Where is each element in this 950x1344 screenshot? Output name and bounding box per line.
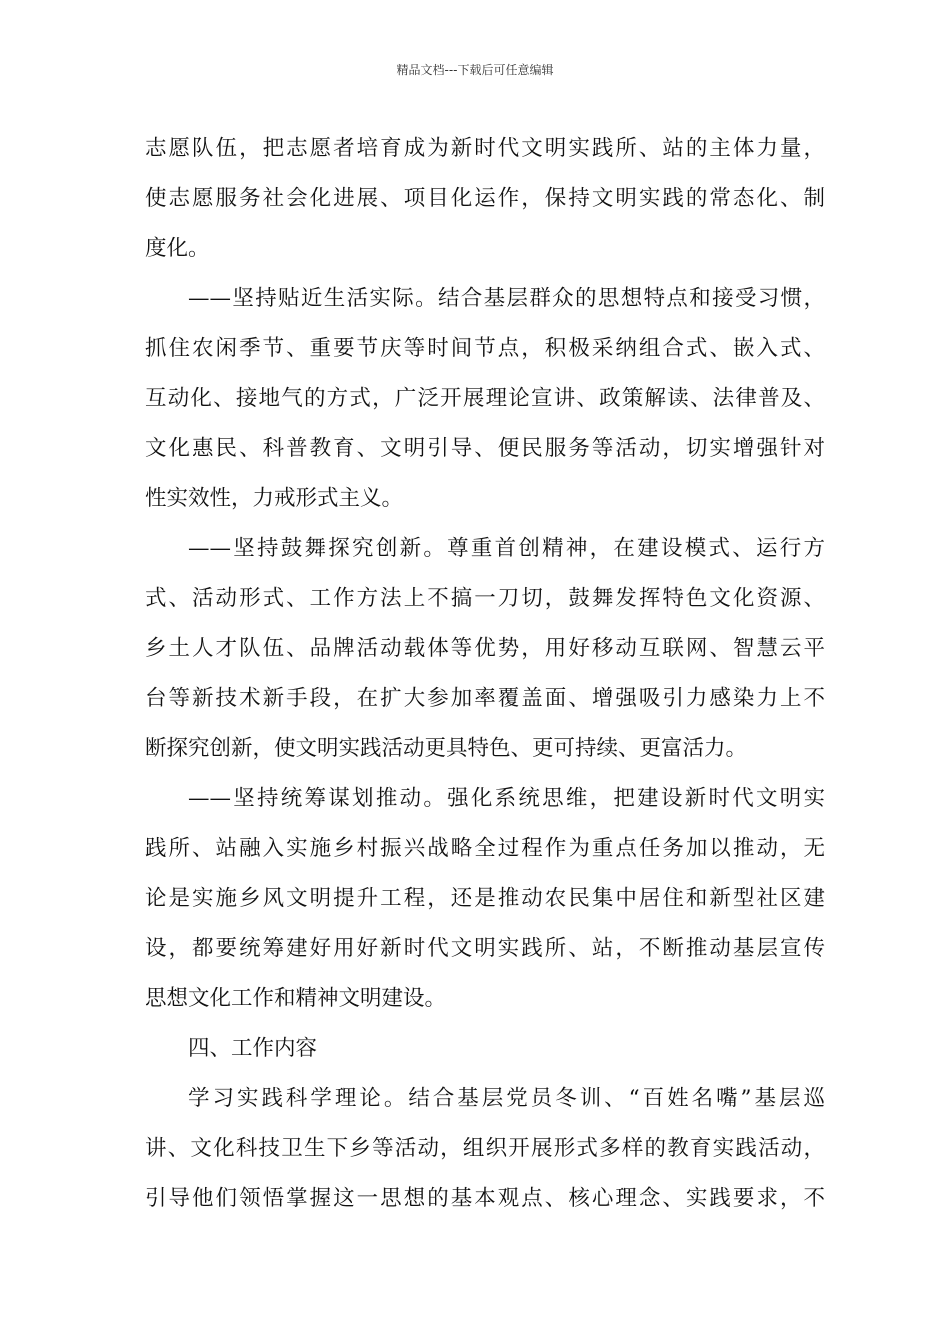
text-line: 抓住农闲季节、重要节庆等时间节点，积极采纳组合式、嵌入式、 (145, 336, 825, 361)
text-line: 互动化、接地气的方式，广泛开展理论宣讲、政策解读、法律普及、 (145, 386, 825, 411)
text-line: 思想文化工作和精神文明建设。 (145, 986, 447, 1011)
text-line: ——坚持贴近生活实际。结合基层群众的思想特点和接受习惯， (188, 286, 825, 311)
text-line: 度化。 (145, 236, 210, 261)
text-line: 台等新技术新手段，在扩大参加率覆盖面、增强吸引力感染力上不 (145, 686, 825, 711)
text-line: ——坚持鼓舞探究创新。尊重首创精神，在建设模式、运行方 (188, 536, 825, 561)
text-line: 四、工作内容 (188, 1036, 318, 1061)
text-line: 学习实践科学理论。结合基层党员冬训、“百姓名嘴”基层巡 (188, 1086, 825, 1111)
text-line: 断探究创新，使文明实践活动更具特色、更可持续、更富活力。 (145, 736, 748, 761)
text-line: 论是实施乡风文明提升工程，还是推动农民集中居住和新型社区建 (145, 886, 825, 911)
text-line: 式、活动形式、工作方法上不搞一刀切，鼓舞发挥特色文化资源、 (145, 586, 825, 611)
text-line: 乡土人才队伍、品牌活动载体等优势，用好移动互联网、智慧云平 (145, 636, 825, 661)
text-line: 引导他们领悟掌握这一思想的基本观点、核心理念、实践要求，不 (145, 1186, 825, 1211)
paragraph (145, 774, 825, 1024)
paragraph (145, 124, 825, 274)
text-line: ——坚持统筹谋划推动。强化系统思维，把建设新时代文明实 (188, 786, 825, 811)
page-header: 精品文档---下载后可任意编辑 (396, 63, 554, 77)
section-heading (145, 1024, 825, 1074)
text-line: 文化惠民、科普教育、文明引导、便民服务等活动，切实增强针对 (145, 436, 825, 461)
paragraph (145, 274, 825, 524)
text-line: 志愿队伍，把志愿者培育成为新时代文明实践所、站的主体力量， (145, 136, 825, 161)
paragraph (145, 1074, 825, 1224)
document-body (145, 124, 825, 1224)
text-line: 践所、站融入实施乡村振兴战略全过程作为重点任务加以推动，无 (145, 836, 825, 861)
paragraph (145, 524, 825, 774)
text-line: 使志愿服务社会化进展、项目化运作，保持文明实践的常态化、制 (145, 186, 825, 211)
text-line: 设，都要统筹建好用好新时代文明实践所、站，不断推动基层宣传 (145, 936, 825, 961)
text-line: 性实效性，力戒形式主义。 (145, 486, 404, 511)
text-line: 讲、文化科技卫生下乡等活动，组织开展形式多样的教育实践活动， (145, 1136, 825, 1161)
